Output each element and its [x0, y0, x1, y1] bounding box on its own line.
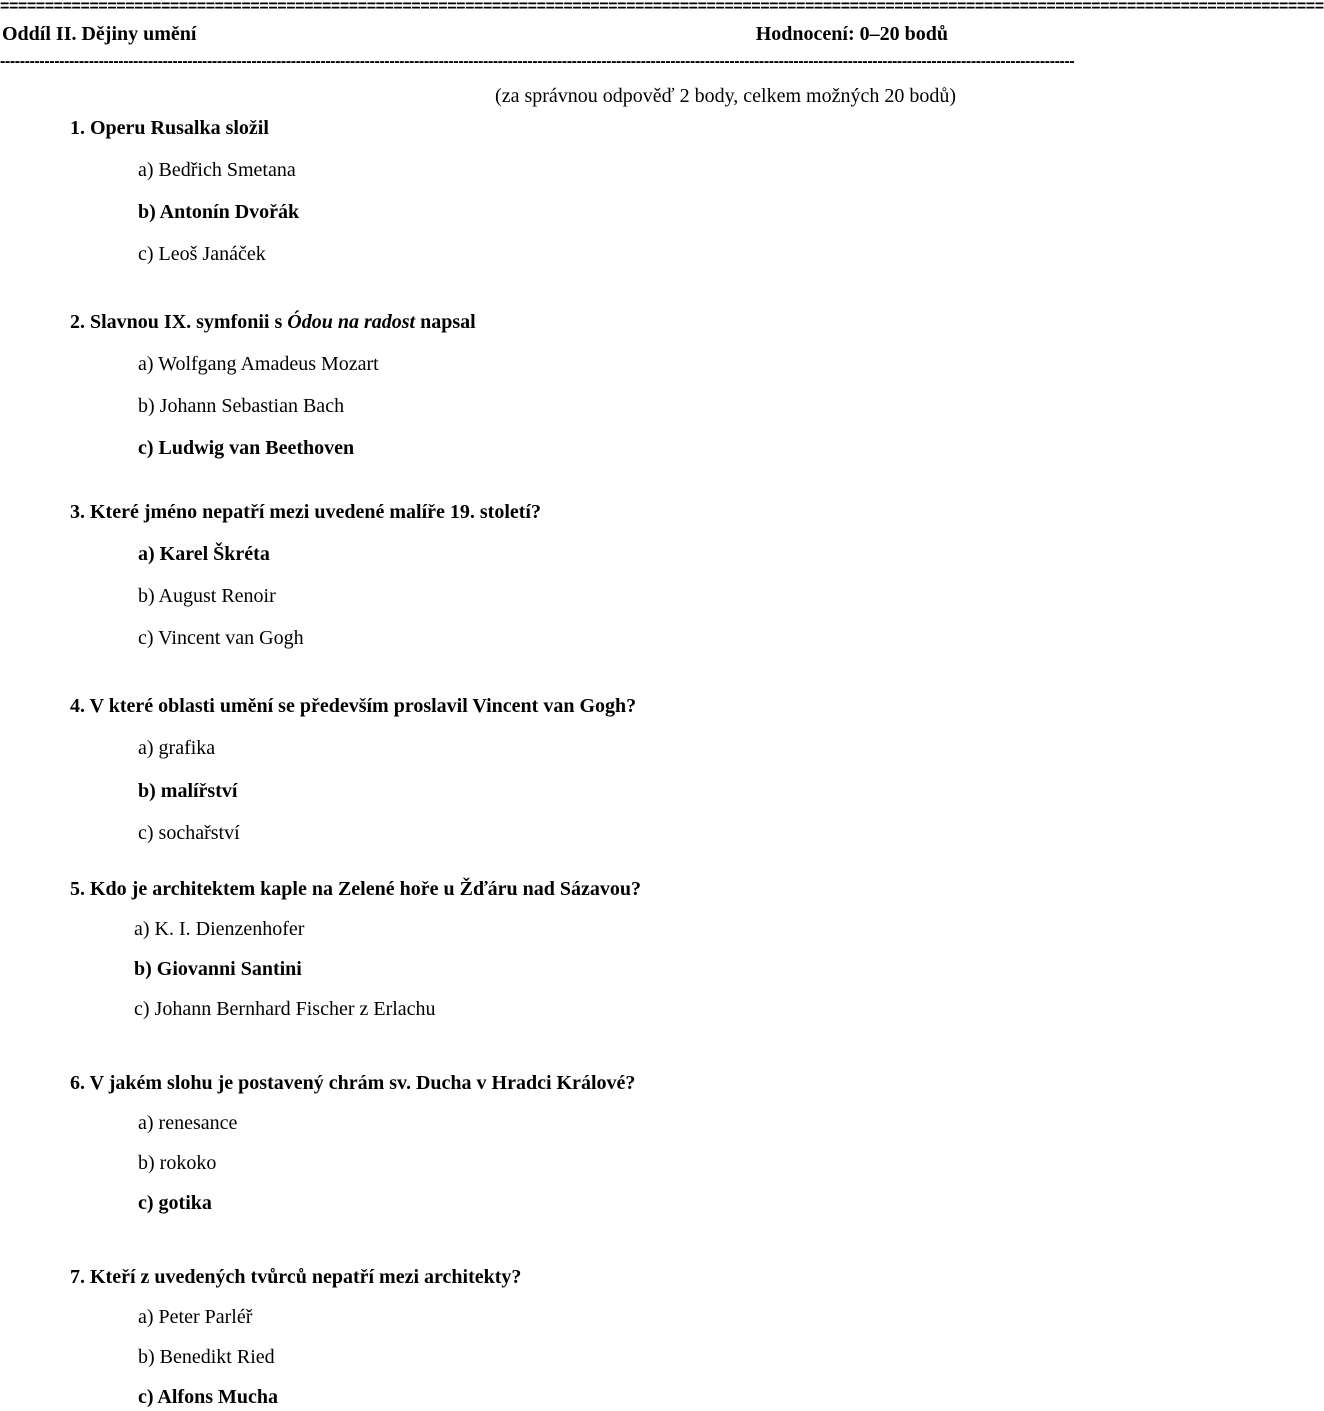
question-1-option-a[interactable]: a) Bedřich Smetana [138, 159, 296, 181]
question-2-option-b[interactable]: b) Johann Sebastian Bach [138, 395, 345, 417]
question-6-text: 6. V jakém slohu je postavený chrám sv. Ducha v Hradci Králové? [70, 1072, 636, 1094]
question-5 [70, 875, 641, 903]
question-5-option-a[interactable]: a) K. I. Dienzenhofer [134, 918, 305, 940]
question-4-option-a[interactable]: a) grafika [138, 737, 216, 759]
scoring-note: (za správnou odpověď 2 body, celkem možných 20 bodů) [495, 85, 956, 107]
question-2-text-start: 2. Slavnou IX. symfonii s [70, 311, 288, 333]
question-1-text: 1. Operu Rusalka složil [70, 117, 269, 139]
question-7-option-b[interactable]: b) Benedikt Ried [138, 1346, 275, 1368]
question-4-option-b[interactable]: b) malířství [138, 780, 238, 802]
question-5-text: 5. Kdo je architektem kaple na Zelené hoře u Žďáru nad Sázavou? [70, 878, 641, 900]
question-2-option-a[interactable]: a) Wolfgang Amadeus Mozart [138, 353, 379, 375]
question-2-italic-title: Ódou na radost [287, 311, 416, 333]
question-3-option-c[interactable]: c) Vincent van Gogh [138, 627, 304, 649]
question-7-text: 7. Kteří z uvedených tvůrců nepatří mezi architekty? [70, 1266, 522, 1288]
question-5-option-b[interactable]: b) Giovanni Santini [134, 958, 302, 980]
question-1-option-b[interactable]: b) Antonín Dvořák [138, 201, 300, 223]
double-separator-line: ==================================================================================================================================================== [0, 0, 1324, 15]
question-6-option-a[interactable]: a) renesance [138, 1112, 238, 1134]
question-3-text: 3. Které jméno nepatří mezi uvedené malíře 19. století? [70, 501, 541, 523]
question-2-option-c[interactable]: c) Ludwig van Beethoven [138, 437, 355, 459]
question-5-option-c[interactable]: c) Johann Bernhard Fischer z Erlachu [134, 998, 436, 1020]
question-6-option-c[interactable]: c) gotika [138, 1192, 212, 1214]
question-2 [70, 308, 476, 336]
question-7 [70, 1263, 521, 1291]
question-3-option-b[interactable]: b) August Renoir [138, 585, 276, 607]
dashed-separator-line: -------------------------------------------------------------------------------------------------------------------------------------------------------------------------------------------------------------------------- [0, 53, 1075, 70]
question-7-option-a[interactable]: a) Peter Parléř [138, 1306, 253, 1328]
question-1-option-c[interactable]: c) Leoš Janáček [138, 243, 266, 265]
score-range: Hodnocení: 0–20 bodů [755, 23, 948, 45]
section-title: Oddíl II. Dějiny umění [2, 23, 197, 45]
question-1 [70, 114, 269, 142]
question-7-option-c[interactable]: c) Alfons Mucha [138, 1386, 278, 1408]
question-3 [70, 498, 541, 526]
question-4-option-c[interactable]: c) sochařství [138, 822, 240, 844]
question-6 [70, 1069, 635, 1097]
question-4-text: 4. V které oblasti umění se především proslavil Vincent van Gogh? [70, 695, 637, 717]
question-3-option-a[interactable]: a) Karel Škréta [138, 543, 270, 565]
question-6-option-b[interactable]: b) rokoko [138, 1152, 217, 1174]
question-2-text-end: napsal [415, 311, 476, 333]
question-4 [70, 692, 636, 720]
